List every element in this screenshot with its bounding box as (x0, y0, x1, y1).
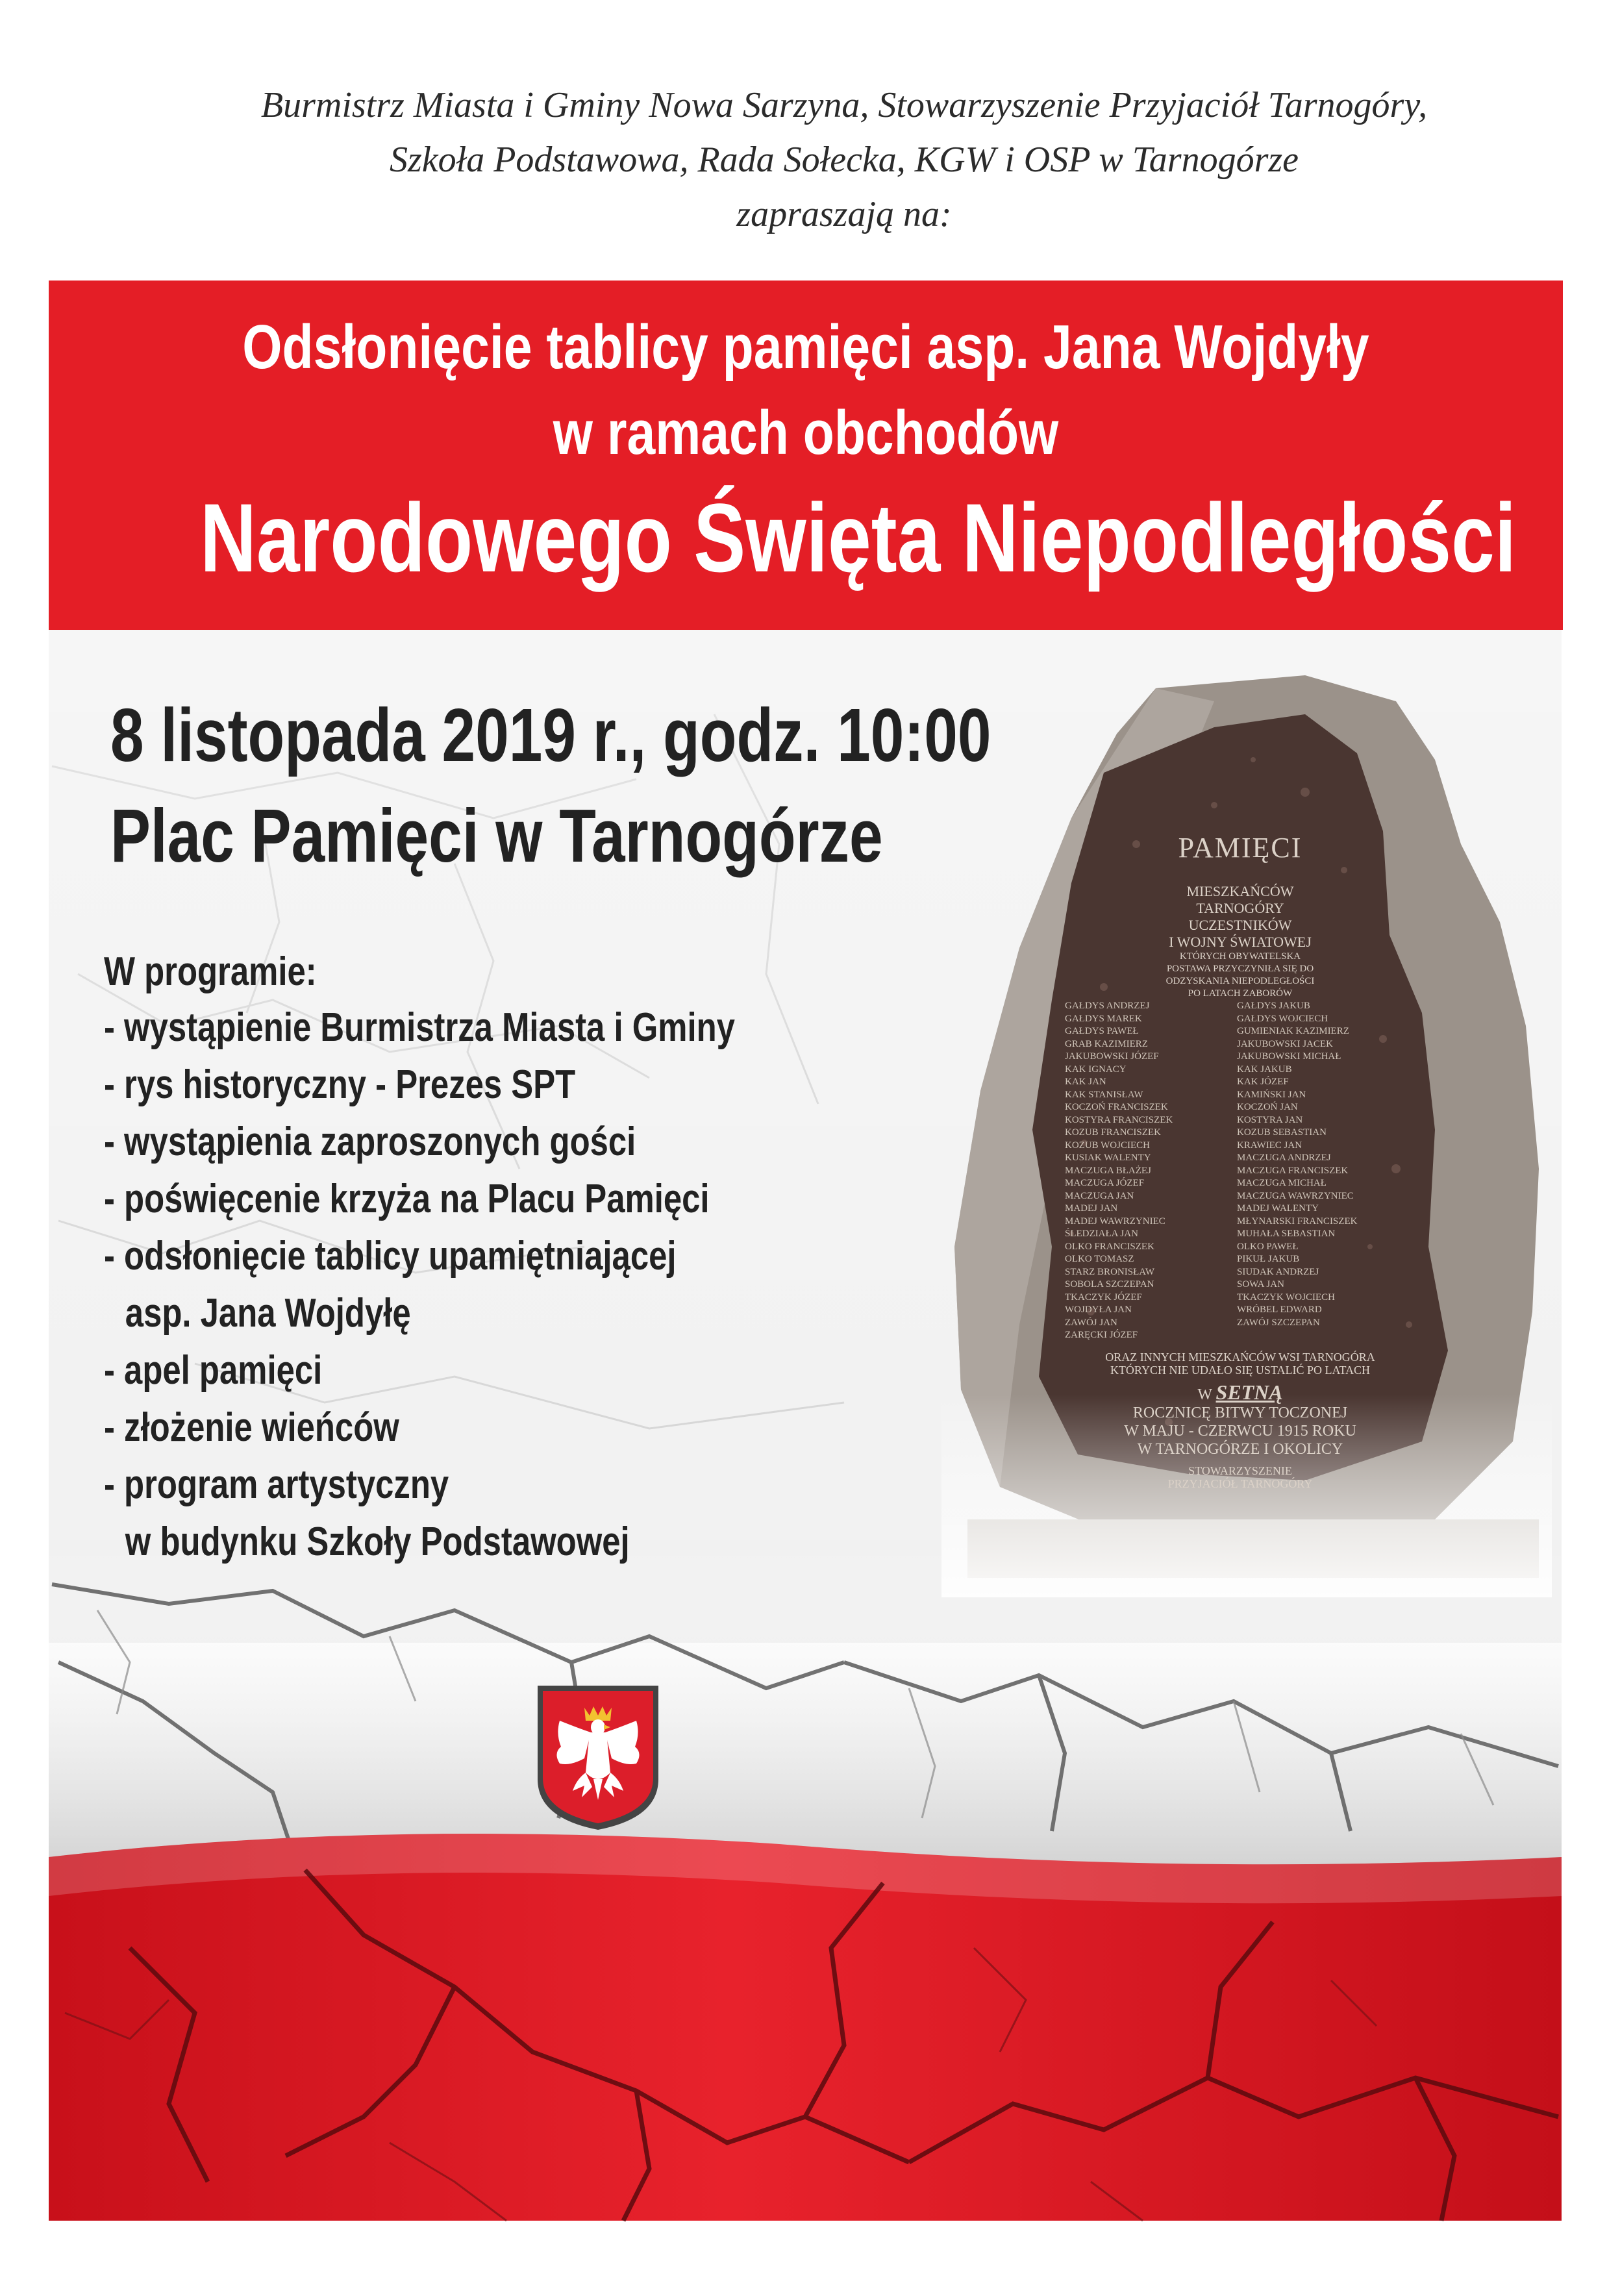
stone-name: KAK JAKUB (1237, 1064, 1292, 1075)
stone-name: JAKUBOWSKI MICHAŁ (1237, 1051, 1341, 1062)
stone-dedication-line: PO LATACH ZABORÓW (1188, 988, 1293, 999)
stone-name: MUHAŁA SEBASTIAN (1237, 1229, 1336, 1239)
stone-dedication (1045, 883, 1435, 1000)
stone-name: SIUDAK ANDRZEJ (1237, 1266, 1319, 1277)
stone-names-left (1065, 1000, 1173, 1342)
stone-name: MACZUGA FRANCISZEK (1237, 1165, 1349, 1176)
organizers-intro (97, 78, 1591, 242)
program-item: - wystąpienie Burmistrza Miasta i Gminy (104, 1005, 735, 1050)
program-item: - program artystyczny (104, 1462, 449, 1507)
stone-names-right (1237, 1000, 1357, 1329)
stone-name: OLKO FRANCISZEK (1065, 1241, 1154, 1252)
stone-name: GAŁDYS WOJCIECH (1237, 1013, 1328, 1024)
stone-name: GAŁDYS ANDRZEJ (1065, 1001, 1150, 1011)
stone-name: ZAWÓJ SZCZEPAN (1237, 1317, 1320, 1328)
stone-name: GUMIENIAK KAZIMIERZ (1237, 1026, 1349, 1036)
stone-org-line: STOWARZYSZENIE (1188, 1464, 1292, 1477)
stone-name: MADEJ JAN (1065, 1203, 1118, 1214)
title-banner (49, 281, 1563, 630)
stone-name: MACZUGA WAWRZYNIEC (1237, 1190, 1354, 1201)
stone-name: KOCZOŃ JAN (1237, 1102, 1298, 1112)
stone-organization (1045, 1464, 1435, 1490)
program-list (104, 945, 948, 1571)
stone-name: KOZUB WOJCIECH (1065, 1140, 1150, 1151)
intro-line-2: Szkoła Podstawowa, Rada Sołecka, KGW i OSP w Tarnogórze (389, 140, 1299, 180)
stone-anniversary-heading (1045, 1380, 1435, 1404)
stone-name: OLKO PAWEŁ (1237, 1241, 1299, 1252)
program-item: - poświęcenie krzyża na Placu Pamięci (104, 1177, 710, 1221)
program-item: - wystąpienia zaproszonych gości (104, 1119, 636, 1164)
stone-title: PAMIĘCI (1178, 832, 1302, 864)
stone-name: ZARĘCKI JÓZEF (1065, 1330, 1138, 1340)
program-item: - rys historyczny - Prezes SPT (104, 1062, 576, 1107)
intro-line-3: zapraszają na: (736, 194, 952, 234)
stone-name: OLKO TOMASZ (1065, 1254, 1134, 1264)
stone-name: GAŁDYS PAWEŁ (1065, 1026, 1139, 1036)
stone-name: KAK JAN (1065, 1077, 1106, 1087)
stone-name: MADEJ WAWRZYNIEC (1065, 1216, 1165, 1227)
stone-dedication-line: I WOJNY ŚWIATOWEJ (1169, 934, 1312, 950)
stone-name: TKACZYK JÓZEF (1065, 1292, 1142, 1303)
stone-name: ZAWÓJ JAN (1065, 1317, 1117, 1328)
stone-name: STARZ BRONISŁAW (1065, 1266, 1155, 1277)
stone-name: WOJDYŁA JAN (1065, 1304, 1132, 1315)
stone-note-line: ORAZ INNYCH MIESZKAŃCÓW WSI TARNOGÓRA (1105, 1351, 1375, 1364)
stone-name: PIKUŁ JAKUB (1237, 1254, 1300, 1264)
polish-eagle-emblem-icon (534, 1682, 662, 1832)
stone-anniversary-line: ROCZNICĘ BITWY TOCZONEJ (1132, 1404, 1348, 1421)
intro-line-1: Burmistrz Miasta i Gminy Nowa Sarzyna, Stowarzyszenie Przyjaciół Tarnogóry, (260, 85, 1428, 125)
stone-dedication-line: ODZYSKANIA NIEPODLEGŁOŚCI (1165, 976, 1315, 986)
stone-name: MACZUGA BŁAŻEJ (1065, 1165, 1151, 1176)
event-place: Plac Pamięci w Tarnogórze (110, 793, 883, 878)
stone-name: JAKUBOWSKI JACEK (1237, 1038, 1333, 1049)
stone-name: SOBOLA SZCZEPAN (1065, 1279, 1154, 1290)
stone-name: GAŁDYS JAKUB (1237, 1001, 1310, 1011)
stone-dedication-line: TARNOGÓRY (1196, 900, 1284, 916)
stone-anniversary-line: W MAJU - CZERWCU 1915 ROKU (1124, 1423, 1356, 1440)
stone-name: KAMIŃSKI JAN (1237, 1089, 1306, 1100)
stone-dedication-line: KTÓRYCH OBYWATELSKA (1179, 951, 1301, 962)
banner-line-3: Narodowego Święta Niepodległości (200, 483, 1517, 592)
stone-dedication-line: UCZESTNIKÓW (1188, 917, 1292, 933)
stone-name: JAKUBOWSKI JÓZEF (1065, 1051, 1159, 1062)
stone-note-line: KTÓRYCH NIE UDAŁO SIĘ USTALIĆ PO LATACH (1110, 1364, 1371, 1377)
stone-org-line: PRZYJACIÓŁ TARNOGÓRY (1167, 1477, 1313, 1490)
stone-name: SOWA JAN (1237, 1279, 1284, 1290)
program-heading: W programie: (104, 949, 317, 994)
stone-name: KOZUB SEBASTIAN (1237, 1127, 1327, 1138)
stone-name: MADEJ WALENTY (1237, 1203, 1319, 1214)
banner-line-1: Odsłonięcie tablicy pamięci asp. Jana Wojdyły (242, 312, 1369, 382)
stone-name: TKACZYK WOJCIECH (1237, 1292, 1335, 1303)
stone-setna-prefix: W (1197, 1386, 1212, 1403)
stone-setna-word: SETNĄ (1215, 1380, 1283, 1404)
program-item: - złożenie wieńców (104, 1405, 399, 1450)
stone-name: GAŁDYS MAREK (1065, 1013, 1142, 1024)
stone-anniversary-line: W TARNOGÓRZE I OKOLICY (1137, 1441, 1343, 1458)
stone-dedication-line: POSTAWA PRZYCZYNIŁA SIĘ DO (1166, 964, 1314, 974)
stone-dedication-line: MIESZKAŃCÓW (1186, 883, 1294, 899)
program-item-continuation: w budynku Szkoły Podstawowej (125, 1519, 630, 1564)
stone-name: MACZUGA JÓZEF (1065, 1178, 1145, 1188)
stone-name: KAK JÓZEF (1237, 1077, 1289, 1087)
banner-line-2: w ramach obchodów (553, 398, 1059, 468)
program-item: - odsłonięcie tablicy upamiętniającej (104, 1234, 677, 1279)
stone-name: KRAWIEC JAN (1237, 1140, 1302, 1151)
stone-anniversary (1045, 1380, 1435, 1458)
program-item: - apel pamięci (104, 1348, 323, 1393)
stone-name: GRAB KAZIMIERZ (1065, 1038, 1148, 1049)
stone-name: KAK STANISŁAW (1065, 1089, 1143, 1100)
stone-name: MACZUGA MICHAŁ (1237, 1178, 1327, 1188)
stone-name: KAK IGNACY (1065, 1064, 1127, 1075)
event-date-time: 8 listopada 2019 r., godz. 10:00 (110, 693, 991, 777)
program-item-continuation: asp. Jana Wojdyłę (125, 1291, 411, 1336)
stone-name: MACZUGA ANDRZEJ (1237, 1153, 1331, 1163)
stone-name: KOSTYRA FRANCISZEK (1065, 1114, 1173, 1125)
stone-name: MŁYNARSKI FRANCISZEK (1237, 1216, 1358, 1227)
stone-name: MACZUGA JAN (1065, 1190, 1134, 1201)
stone-name: KOSTYRA JAN (1237, 1114, 1303, 1125)
stone-note (1045, 1351, 1435, 1377)
stone-name: WRÓBEL EDWARD (1237, 1304, 1322, 1315)
stone-name: KOCZOŃ FRANCISZEK (1065, 1102, 1168, 1112)
stone-name: KOZUB FRANCISZEK (1065, 1127, 1161, 1138)
stone-name: KUSIAK WALENTY (1065, 1153, 1151, 1163)
stone-name: ŚLEDZIAŁA JAN (1065, 1229, 1138, 1239)
